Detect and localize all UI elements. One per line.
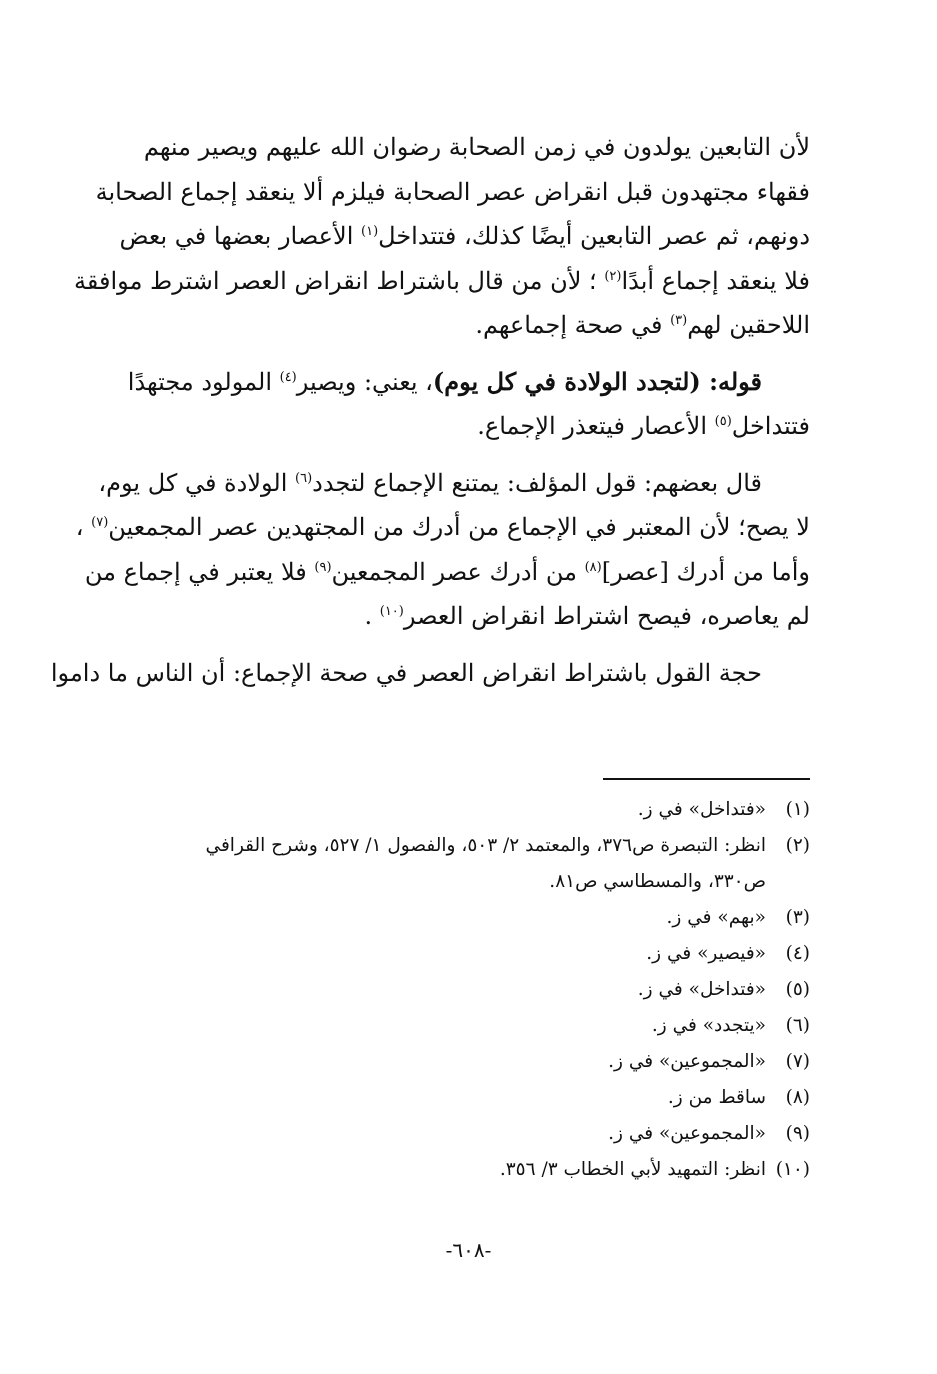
text-run: فلا يعتبر في إجماع من bbox=[84, 557, 315, 586]
page-number: -٦٠٨- bbox=[445, 1238, 492, 1262]
text-run: من أدرك عصر المجمعين bbox=[331, 557, 585, 586]
footnote-number: (١) bbox=[785, 799, 810, 820]
footnote-number: (٣) bbox=[785, 907, 810, 928]
paragraph-3 bbox=[75, 461, 810, 639]
text-line bbox=[75, 505, 810, 550]
footnote-ref: (٧) bbox=[91, 515, 109, 530]
main-text bbox=[50, 125, 810, 707]
footnote-line: «المجموعين» في ز. bbox=[608, 1123, 766, 1144]
text-run: لم يعاصره، فيصح اشتراط انقراض العصر bbox=[403, 602, 810, 630]
text-run: المولود مجتهدًا bbox=[127, 367, 280, 396]
text-run: ، bbox=[75, 513, 92, 541]
footnote-number: (٢) bbox=[785, 835, 810, 856]
text-line bbox=[95, 461, 810, 506]
footnote-item bbox=[95, 1080, 810, 1116]
footnote-text bbox=[95, 792, 766, 828]
footnote-line: «المجموعين» في ز. bbox=[608, 1051, 766, 1072]
text-run: دونهم، ثم عصر التابعين أيضًا كذلك، فتتداخل bbox=[378, 222, 810, 250]
text-run: الولادة في كل يوم، bbox=[98, 468, 296, 497]
footnote-text bbox=[95, 936, 766, 972]
footnote-number: (٤) bbox=[785, 943, 810, 964]
footnote-item bbox=[95, 972, 810, 1008]
footnote-ref: (٣) bbox=[670, 313, 688, 328]
text-run: وأما من أدرك [عصر] bbox=[601, 557, 810, 586]
footnote-text bbox=[95, 972, 766, 1008]
footnote-ref: (٤) bbox=[279, 369, 297, 385]
footnote-text bbox=[95, 1152, 766, 1188]
footnote-ref: (٦) bbox=[295, 470, 313, 486]
footnote-ref: (٨) bbox=[584, 559, 602, 575]
footnote-line: «فيصير» في ز. bbox=[646, 943, 766, 964]
text-line bbox=[74, 259, 810, 304]
footnote-text bbox=[95, 1080, 766, 1116]
footnote-line: «فتداخل» في ز. bbox=[637, 799, 766, 820]
footnote-line: «بهم» في ز. bbox=[666, 907, 766, 928]
text-run: ، يعني: ويصير bbox=[296, 367, 433, 396]
footnote-ref: (٥) bbox=[714, 414, 732, 429]
footnote-number: (٦) bbox=[785, 1015, 810, 1036]
quoted-heading: قوله: (لتجدد الولادة في كل يوم) bbox=[432, 366, 762, 396]
footnote-text bbox=[95, 1044, 766, 1080]
text-run: الأعصار بعضها في بعض bbox=[119, 222, 361, 250]
footnote-number: (٥) bbox=[785, 979, 810, 1000]
footnote-ref: (٩) bbox=[314, 559, 332, 575]
footnote-separator bbox=[603, 778, 810, 780]
footnote-ref: (٢) bbox=[604, 268, 622, 284]
text-line bbox=[95, 594, 810, 639]
footnote-text bbox=[95, 1116, 766, 1152]
footnotes bbox=[95, 792, 810, 1188]
text-run: قال بعضهم: قول المؤلف: يمتنع الإجماع لتجدد bbox=[312, 468, 762, 497]
footnote-number: (٨) bbox=[785, 1087, 810, 1108]
footnote-item bbox=[95, 936, 810, 972]
footnote-ref: (١٠) bbox=[379, 604, 404, 619]
text-run: لا يصح؛ لأن المعتبر في الإجماع من أدرك من المجتهدين عصر المجمعين bbox=[108, 513, 810, 541]
text-run: اللاحقين لهم bbox=[687, 311, 810, 339]
footnote-number: (٧) bbox=[785, 1051, 810, 1072]
paragraph-1 bbox=[74, 125, 810, 348]
text-run: ؛ لأن من قال باشتراط انقراض العصر اشترط موافقة bbox=[74, 266, 605, 295]
footnote-line: ص٣٣٠، والمسطاسي ص٨١. bbox=[549, 871, 766, 892]
text-line bbox=[95, 214, 810, 259]
text-run: في صحة إجماعهم. bbox=[475, 311, 671, 339]
footnote-item bbox=[95, 900, 810, 936]
paragraph-4 bbox=[50, 651, 810, 696]
footnote-item bbox=[95, 1044, 810, 1080]
text-line bbox=[95, 360, 810, 405]
text-run: فلا ينعقد إجماع أبدًا bbox=[621, 266, 810, 295]
text-line bbox=[95, 303, 810, 348]
footnote-item bbox=[95, 1116, 810, 1152]
footnote-line: «يتجدد» في ز. bbox=[651, 1015, 766, 1036]
footnote-text bbox=[95, 900, 766, 936]
footnote-line: انظر: التبصرة ص٣٧٦، والمعتمد ٢/ ٥٠٣، والفصول ١/ ٥٢٧، وشرح القرافي bbox=[205, 835, 766, 856]
footnote-line: انظر: التمهيد لأبي الخطاب ٣/ ٣٥٦. bbox=[499, 1159, 766, 1180]
footnote-line: «فتداخل» في ز. bbox=[637, 979, 766, 1000]
text-run: . bbox=[364, 602, 380, 630]
text-run: الأعصار فيتعذر الإجماع. bbox=[477, 412, 715, 440]
footnote-text bbox=[95, 1008, 766, 1044]
text-line bbox=[95, 404, 810, 449]
footnote-number: (١٠) bbox=[775, 1159, 810, 1180]
footnote-item bbox=[95, 828, 810, 900]
text-line: لأن التابعين يولدون في زمن الصحابة رضوان الله عليهم ويصير منهم bbox=[143, 133, 810, 161]
text-line: حجة القول باشتراط انقراض العصر في صحة الإجماع: أن الناس ما داموا bbox=[50, 658, 762, 687]
text-line bbox=[84, 550, 810, 595]
footnote-item bbox=[95, 1008, 810, 1044]
footnote-number: (٩) bbox=[785, 1123, 810, 1144]
footnote-item bbox=[95, 1152, 810, 1188]
footnote-ref: (١) bbox=[361, 224, 379, 239]
text-run: فتتداخل bbox=[731, 412, 810, 440]
paragraph-2 bbox=[95, 360, 810, 449]
footnote-line: ساقط من ز. bbox=[667, 1087, 766, 1108]
footnote-text bbox=[95, 828, 766, 900]
footnote-item bbox=[95, 792, 810, 828]
text-line: فقهاء مجتهدون قبل انقراض عصر الصحابة فيلزم ألا ينعقد إجماع الصحابة bbox=[95, 177, 810, 206]
